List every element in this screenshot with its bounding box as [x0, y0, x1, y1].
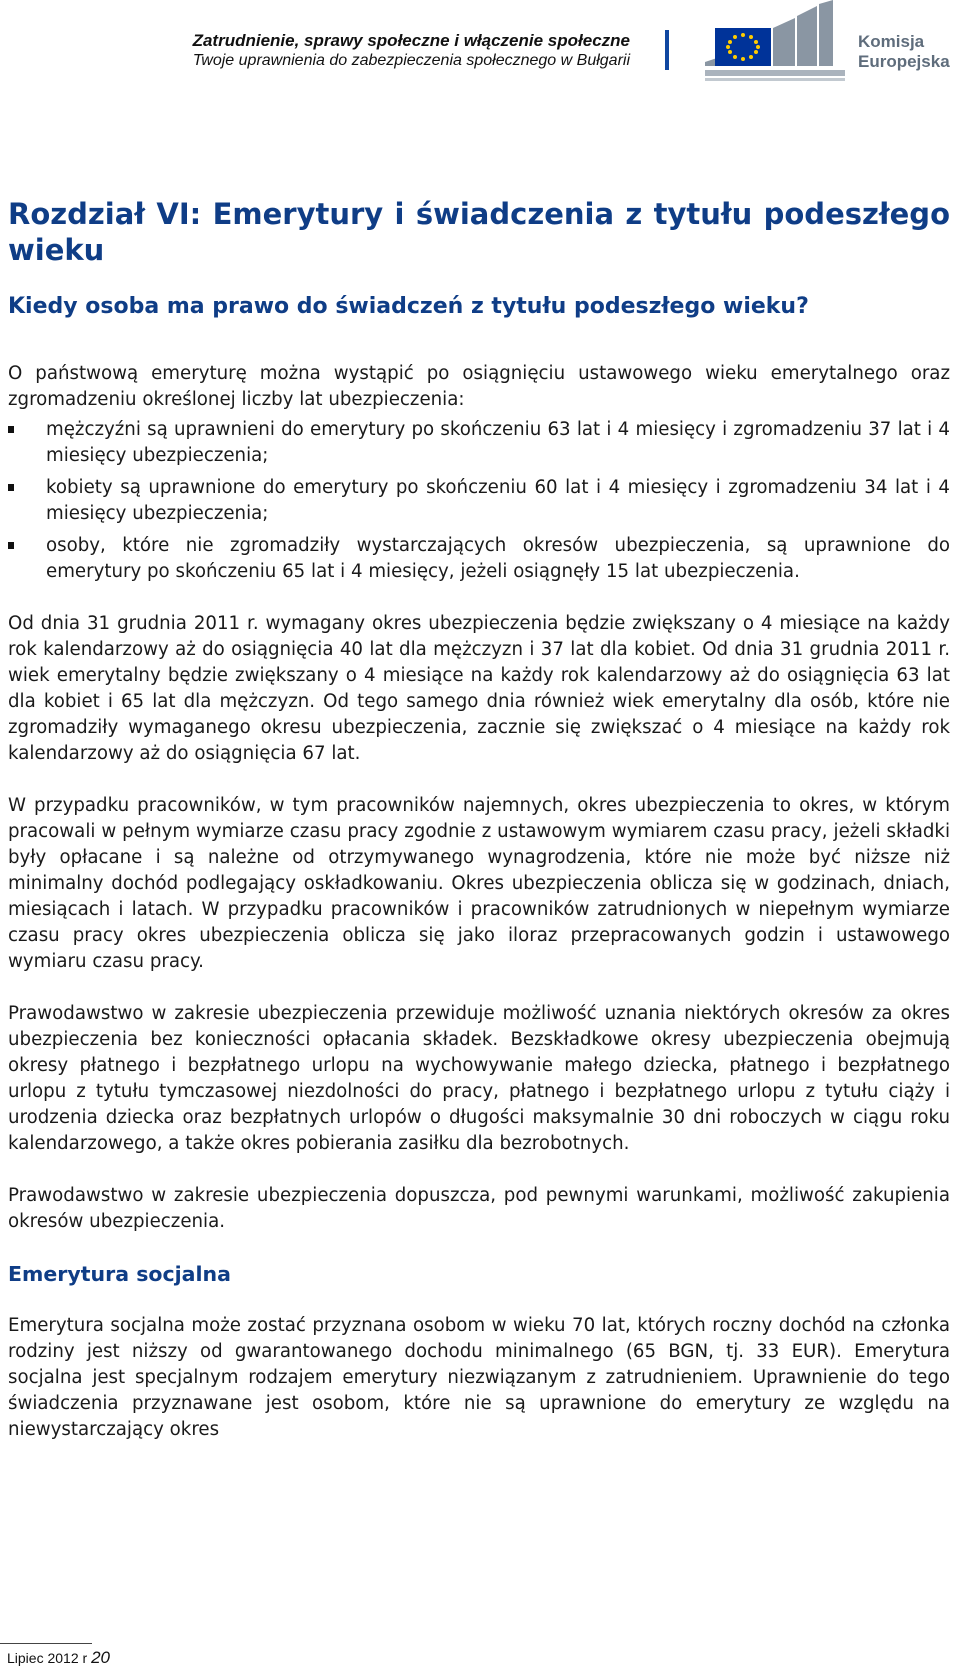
- page-footer: [7, 1648, 110, 1668]
- header-title: Zatrudnienie, sprawy społeczne i włączenie społeczne: [192, 31, 630, 50]
- footer-divider: [0, 1643, 92, 1644]
- bullet-icon: [8, 484, 14, 491]
- list-item-text: osoby, które nie zgromadziły wystarczających okresów ubezpieczenia, są uprawnione do emerytury po skończeniu 65 lat i 4 miesięcy, jeżeli osiągnęły 15 lat ubezpieczenia.: [46, 535, 950, 582]
- eligibility-list: [8, 417, 950, 585]
- page-header: [193, 30, 630, 71]
- list-item-text: mężczyźni są uprawnieni do emerytury po skończeniu 63 lat i 4 miesięcy i zgromadzeniu 37 lat i 4 miesięcy ubezpieczenia;: [46, 419, 950, 466]
- chapter-title: Rozdział VI: Emerytury i świadczenia z tytułu podeszłego wieku: [8, 197, 950, 267]
- list-item: [8, 417, 950, 469]
- bullet-icon: [8, 542, 14, 549]
- paragraph-insurance-period: W przypadku pracowników, w tym pracowników najemnych, okres ubezpieczenia to okres, w którym pracowali w pełnym wymiarze czasu pracy zgodnie z ustawowym wymiarem czasu pracy, jeżeli składki były opłacane i są należne od otrzymywanego wynagrodzenia, które nie może być niższe niż minimalny dochód podlegający oskładkowaniu. Okres ubezpieczenia oblicza się w godzinach, dniach, miesiącach i latach. W przypadku pracowników i pracowników zatrudnionych w niepełnym wymiarze czasu pracy okres ubezpieczenia oblicza się jako iloraz przepracowanych godzin i ustawowego wymiaru czasu pracy.: [8, 795, 950, 972]
- logo-line-2: Europejska: [858, 52, 950, 71]
- paragraph-social-pension: Emerytura socjalna może zostać przyznana osobom w wieku 70 lat, których roczny dochód na członka rodziny jest niższy od gwarantowanego dochodu minimalnego (65 BGN, tj. 33 EUR). Emerytura socjalna jest specjalnym rodzajem emerytury niezwiązanym z zatrudnieniem. Uprawnienie do tego świadczenia przyznawane jest osobom, które nie są uprawnione do emerytury ze względu na niewystarczający okres: [8, 1315, 950, 1440]
- logo-line-1: Komisja: [858, 32, 925, 51]
- section-title: Kiedy osoba ma prawo do świadczeń z tytułu podeszłego wieku?: [8, 294, 809, 319]
- paragraph-purchase: Prawodawstwo w zakresie ubezpieczenia dopuszcza, pod pewnymi warunkami, możliwość zakupienia okresów ubezpieczenia.: [8, 1185, 950, 1232]
- paragraph-retirement-age: Od dnia 31 grudnia 2011 r. wymagany okres ubezpieczenia będzie zwiększany o 4 miesiące na każdy rok kalendarzowy aż do osiągnięcia 40 lat dla mężczyzn i 37 lat dla kobiet. Od dnia 31 grudnia 2011 r. wiek emerytalny będzie zwiększany o 4 miesiące na każdy rok kalendarzowy aż do osiągnięcia 63 lat dla kobiet i 65 lat dla mężczyzn. Od tego samego dnia również wiek emerytalny dla osób, które nie zgromadziły wymaganego okresu ubezpieczenia, zacznie się zwiększać o 4 miesiące na każdy rok kalendarzowy aż do osiągnięcia 67 lat.: [8, 613, 950, 764]
- header-divider: [665, 30, 669, 70]
- list-item-text: kobiety są uprawnione do emerytury po skończeniu 60 lat i 4 miesięcy i zgromadzeniu 34 lat i 4 miesięcy ubezpieczenia;: [46, 477, 950, 524]
- paragraph-non-contributory: Prawodawstwo w zakresie ubezpieczenia przewiduje możliwość uznania niektórych okresów za okres ubezpieczenia bez konieczności opłacania składek. Bezskładkowe okresy ubezpieczenia obejmują okresy płatnego i bezpłatnego urlopu na wychowywanie małego dziecka, płatnego i bezpłatnego urlopu z tytułu tymczasowej niezdolności do pracy, płatnego i bezpłatnego urlopu z tytułu ciąży i urodzenia dziecka oraz bezpłatnych urlopów o długości maksymalnie 30 dni roboczych w ciągu roku kalendarzowego, a także okres pobierania zasiłku dla bezrobotnych.: [8, 1003, 950, 1154]
- footer-date: Lipiec 2012 r: [7, 1650, 88, 1666]
- subsection-title: Emerytura socjalna: [8, 1262, 231, 1286]
- list-item: [8, 533, 950, 585]
- list-item: [8, 475, 950, 527]
- document-body: [8, 196, 950, 1443]
- header-subtitle: Twoje uprawnienia do zabezpieczenia społecznego w Bułgarii: [192, 52, 630, 69]
- page-number: 20: [91, 1648, 110, 1667]
- bullet-icon: [8, 426, 14, 433]
- logo-text: [858, 32, 950, 72]
- intro-paragraph: O państwową emeryturę można wystąpić po osiągnięciu ustawowego wieku emerytalnego oraz zgromadzeniu określonej liczby lat ubezpieczenia:: [8, 363, 950, 410]
